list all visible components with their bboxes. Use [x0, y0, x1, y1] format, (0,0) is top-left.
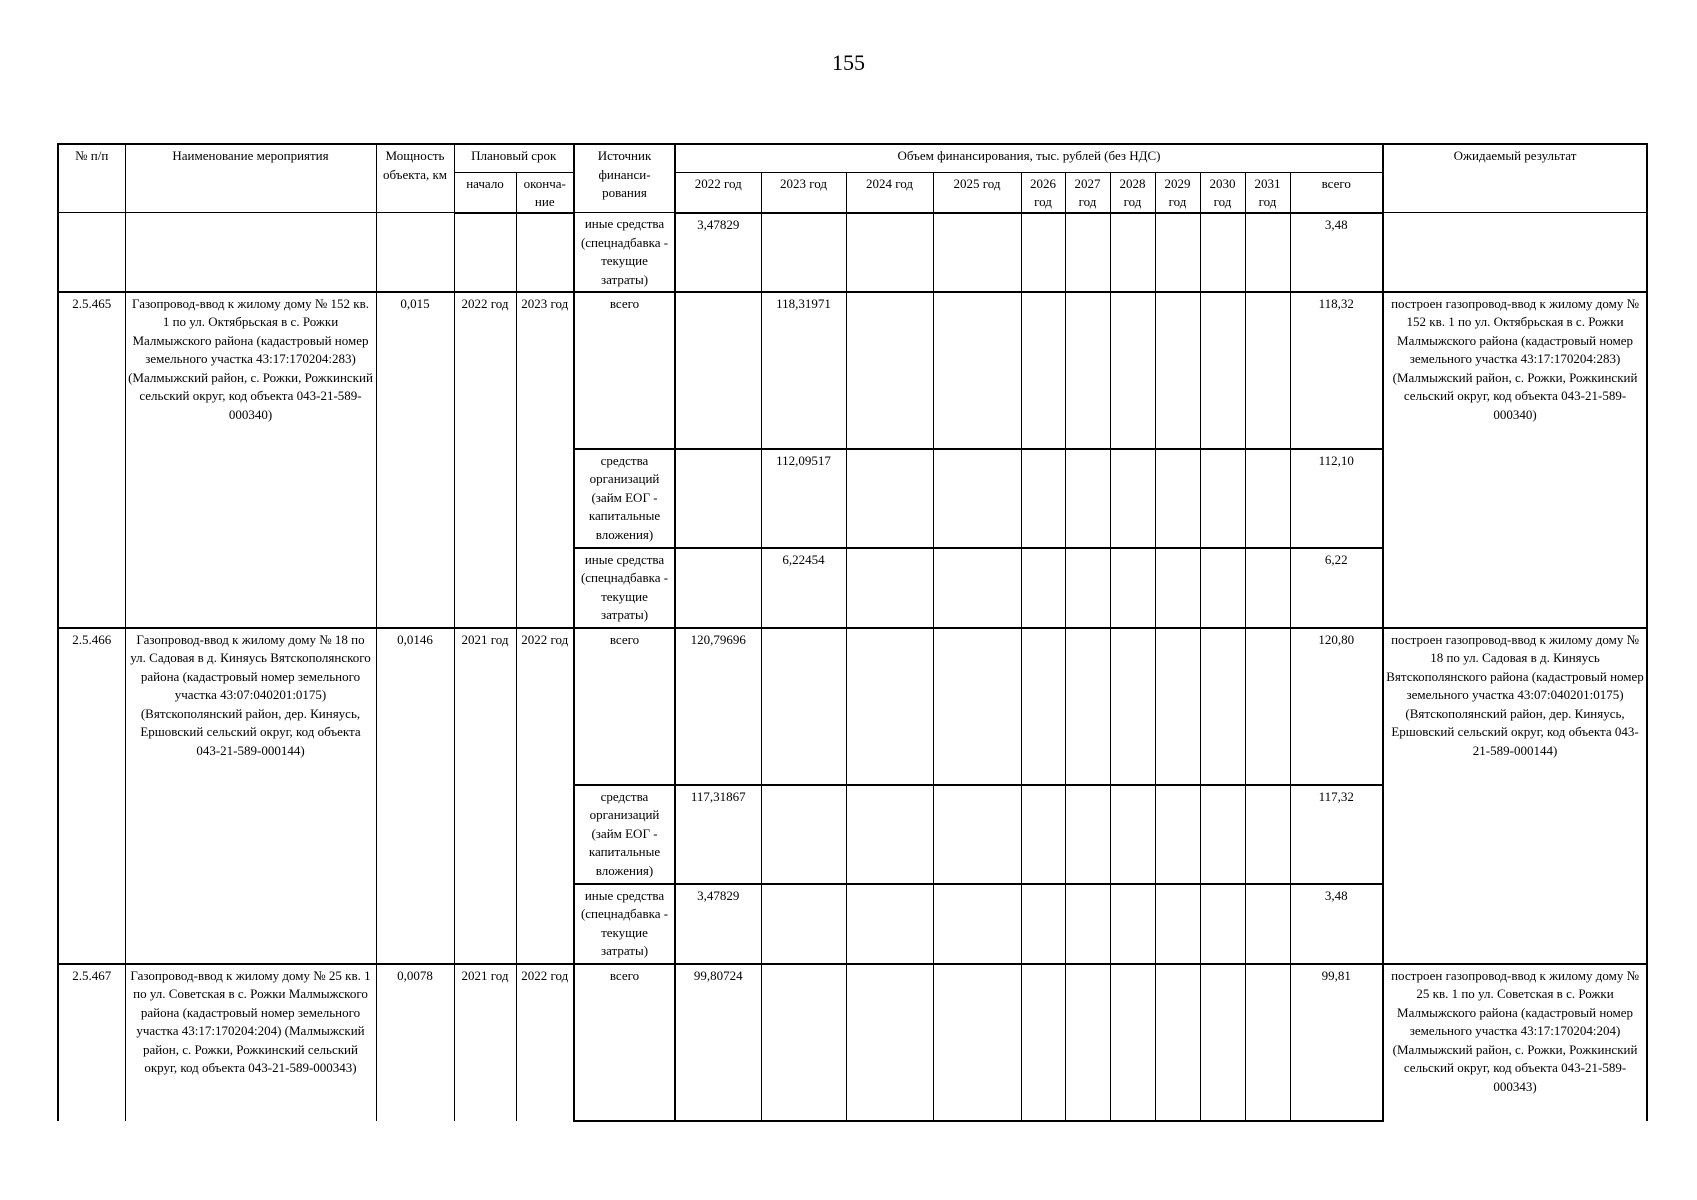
total-cell: 117,32	[1290, 785, 1383, 884]
header-year-2026: 2026 год	[1021, 172, 1065, 213]
table-row	[58, 292, 1647, 449]
header-year-2024: 2024 год	[846, 172, 933, 213]
header-year-2028: 2028 год	[1110, 172, 1155, 213]
year-2023-cell	[761, 628, 846, 785]
item-capacity: 0,0078	[376, 964, 454, 1121]
item-result: построен газопровод-ввод к жилому дому № 25 кв. 1 по ул. Советская в с. Рожки Малмыжского района (кадастровый номер земельного участка 43:17:170204:204) (Малмыжский район, с. Рожки, Рожкинский сельский округ, код объекта 043-21-589-000343)	[1383, 964, 1647, 1121]
table-row	[58, 964, 1647, 1121]
header-end: оконча-ние	[516, 172, 574, 213]
header-result: Ожидаемый результат	[1383, 144, 1647, 213]
total-cell: 120,80	[1290, 628, 1383, 785]
header-start: начало	[454, 172, 516, 213]
total-cell: 118,32	[1290, 292, 1383, 449]
header-year-2029: 2029 год	[1155, 172, 1200, 213]
item-num: 2.5.467	[58, 964, 125, 1121]
year-2022-cell: 3,47829	[675, 884, 761, 964]
header-year-2027: 2027 год	[1065, 172, 1110, 213]
source-cell: иные средства (спецнадбавка - текущие затраты)	[574, 884, 675, 964]
item-start: 2022 год	[454, 292, 516, 628]
year-2023-cell	[761, 785, 846, 884]
source-cell: иные средства (спецнадбавка - текущие затраты)	[574, 213, 675, 292]
year-2023-cell: 6,22454	[761, 548, 846, 628]
year-2023-cell: 112,09517	[761, 449, 846, 548]
item-end: 2023 год	[516, 292, 574, 628]
total-cell: 6,22	[1290, 548, 1383, 628]
header-row-1	[58, 144, 1647, 172]
source-cell: всего	[574, 628, 675, 785]
header-year-2030: 2030 год	[1200, 172, 1245, 213]
header-total: всего	[1290, 172, 1383, 213]
year-2022-cell: 120,79696	[675, 628, 761, 785]
total-cell: 3,48	[1290, 213, 1383, 292]
year-2022-cell: 117,31867	[675, 785, 761, 884]
header-year-2022: 2022 год	[675, 172, 761, 213]
source-cell: всего	[574, 964, 675, 1121]
year-2022-cell	[675, 548, 761, 628]
year-2022-cell	[675, 292, 761, 449]
table-row	[58, 213, 1647, 292]
source-cell: средства организаций (займ ЕОГ - капитальные вложения)	[574, 449, 675, 548]
item-name: Газопровод-ввод к жилому дому № 152 кв. 1 по ул. Октябрьская в с. Рожки Малмыжского района (кадастровый номер земельного участка 43:17:170204:283) (Малмыжский район, с. Рожки, Рожкинский сельский округ, код объекта 043-21-589-000340)	[125, 292, 376, 628]
year-2022-cell: 99,80724	[675, 964, 761, 1121]
header-num: № п/п	[58, 144, 125, 213]
header-year-2025: 2025 год	[933, 172, 1021, 213]
item-start: 2021 год	[454, 964, 516, 1121]
year-2023-cell	[761, 964, 846, 1121]
source-cell: иные средства (спецнадбавка - текущие затраты)	[574, 548, 675, 628]
item-num: 2.5.466	[58, 628, 125, 964]
item-end: 2022 год	[516, 628, 574, 964]
item-start: 2021 год	[454, 628, 516, 964]
page-number: 155	[832, 50, 865, 75]
header-capacity: Мощность объекта, км	[376, 144, 454, 213]
total-cell: 3,48	[1290, 884, 1383, 964]
header-name: Наименование мероприятия	[125, 144, 376, 213]
item-num: 2.5.465	[58, 292, 125, 628]
item-result: построен газопровод-ввод к жилому дому № 152 кв. 1 по ул. Октябрьская в с. Рожки Малмыжского района (кадастровый номер земельного участка 43:17:170204:283) (Малмыжский район, с. Рожки, Рожкинский сельский округ, код объекта 043-21-589-000340)	[1383, 292, 1647, 628]
year-2022-cell	[675, 449, 761, 548]
header-year-2031: 2031 год	[1245, 172, 1290, 213]
header-volume: Объем финансирования, тыс. рублей (без НДС)	[675, 144, 1383, 172]
item-end: 2022 год	[516, 964, 574, 1121]
item-result: построен газопровод-ввод к жилому дому № 18 по ул. Садовая в д. Киняусь Вятскополянского района (кадастровый номер земельного участка 43:07:040201:0175) (Вятскополянский район, дер. Киняусь, Ершовский сельский округ, код объекта 043-21-589-000144)	[1383, 628, 1647, 964]
year-2022-cell: 3,47829	[675, 213, 761, 292]
source-cell: всего	[574, 292, 675, 449]
table-row	[58, 628, 1647, 785]
total-cell: 99,81	[1290, 964, 1383, 1121]
header-plan-term: Плановый срок	[454, 144, 574, 172]
item-name: Газопровод-ввод к жилому дому № 18 по ул. Садовая в д. Киняусь Вятскополянского района (кадастровый номер земельного участка 43:07:040201:0175) (Вятскополянский район, дер. Киняусь, Ершовский сельский округ, код объекта 043-21-589-000144)	[125, 628, 376, 964]
year-2023-cell	[761, 884, 846, 964]
header-source: Источник финанси-рования	[574, 144, 675, 213]
year-2023-cell: 118,31971	[761, 292, 846, 449]
header-year-2023: 2023 год	[761, 172, 846, 213]
source-cell: средства организаций (займ ЕОГ - капитальные вложения)	[574, 785, 675, 884]
item-capacity: 0,0146	[376, 628, 454, 964]
item-capacity: 0,015	[376, 292, 454, 628]
total-cell: 112,10	[1290, 449, 1383, 548]
item-name: Газопровод-ввод к жилому дому № 25 кв. 1 по ул. Советская в с. Рожки Малмыжского района (кадастровый номер земельного участка 43:17:170204:204) (Малмыжский район, с. Рожки, Рожкинский сельский округ, код объекта 043-21-589-000343)	[125, 964, 376, 1121]
financing-table	[57, 143, 1648, 1122]
